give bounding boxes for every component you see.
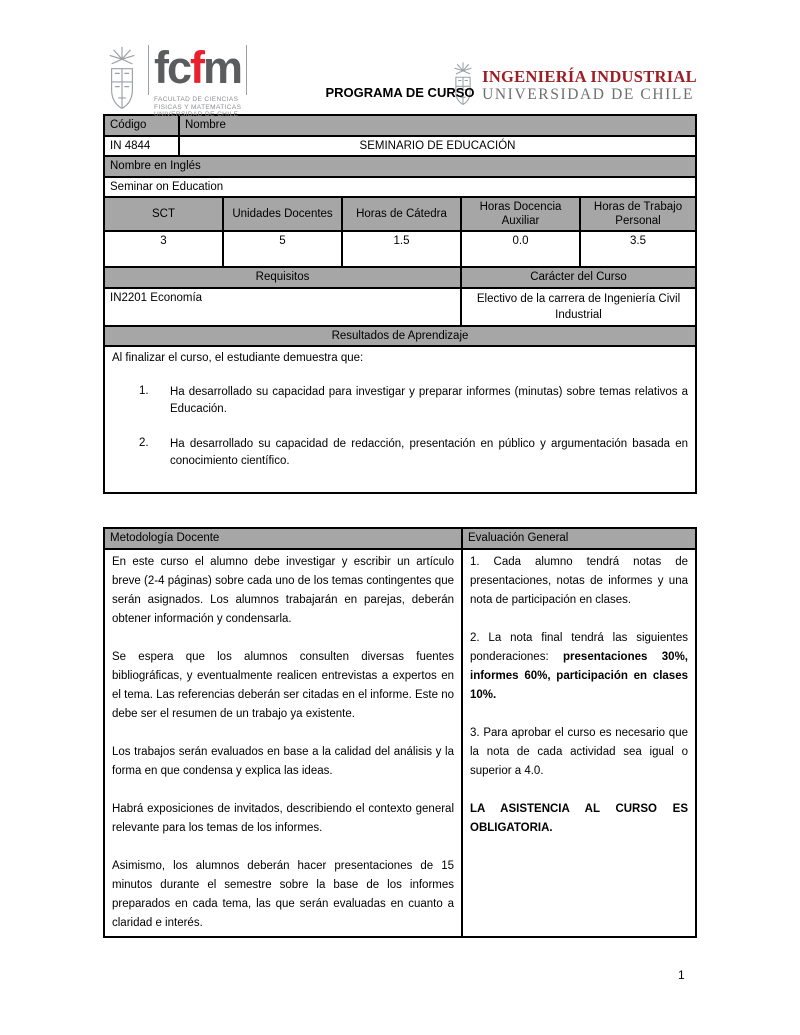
- evaluacion-header-cell: Evaluación General: [462, 528, 696, 549]
- unidades-docentes-value-cell: 5: [223, 231, 342, 267]
- fcfm-logo: [103, 42, 247, 119]
- list-item: [139, 436, 688, 470]
- horas-docencia-value-cell: 0.0: [461, 231, 580, 267]
- horas-catedra-value-cell: 1.5: [342, 231, 461, 267]
- horas-catedra-header-cell: Horas de Cátedra: [342, 197, 461, 231]
- resultados-content-cell: [104, 346, 696, 493]
- requisitos-header-cell: Requisitos: [104, 267, 461, 288]
- resultados-header-cell: Resultados de Aprendizaje: [104, 326, 696, 347]
- horas-trabajo-value-cell: 3.5: [580, 231, 696, 267]
- list-item-text: Ha desarrollado su capacidad para investigar y preparar informes (minutas) sobre temas relativos a Educación.: [170, 385, 688, 415]
- course-hours-table: [103, 196, 697, 327]
- methodology-evaluation-table: [103, 527, 697, 938]
- ingenieria-industrial-logo: [450, 61, 697, 109]
- nombre-value-cell: SEMINARIO DE EDUCACIÓN: [179, 136, 696, 157]
- metodologia-paragraph: Los trabajos serán evaluados en base a la calidad del análisis y la forma en que condensa y explica las ideas.: [112, 745, 454, 777]
- attendance-notice: LA ASISTENCIA AL CURSO ES OBLIGATORIA.: [470, 802, 688, 834]
- requisitos-value-cell: IN2201 Economía: [104, 288, 461, 326]
- fcfm-wordmark: [148, 42, 247, 95]
- metodologia-paragraph: Habrá exposiciones de invitados, describiendo el contexto general relevante para los temas de los informes.: [112, 802, 454, 834]
- ingenieria-industrial-title: INGENIERÍA INDUSTRIAL: [482, 66, 697, 86]
- list-item-text: Ha desarrollado su capacidad de redacción, presentación en público y argumentación basada en conocimiento científico.: [170, 437, 688, 467]
- fcfm-wordmark-gray1: fc: [154, 42, 191, 93]
- uchile-crest-icon: [103, 45, 141, 115]
- fcfm-wordmark-red-f: f: [190, 42, 204, 93]
- resultados-intro: Al finalizar el curso, el estudiante demuestra que:: [112, 352, 364, 364]
- document-content: [103, 0, 697, 938]
- fcfm-wordmark-block: [148, 42, 247, 119]
- fcfm-caption-line: UNIVERSIDAD DE CHILE: [154, 111, 239, 118]
- metodologia-paragraph: Asimismo, los alumnos deberán hacer presentaciones de 15 minutos durante el semestre sobre la base de los informes preparados en cada tema, las que serán evaluadas en cuanto a claridad e interés.: [112, 859, 454, 929]
- list-item-number: 2.: [139, 436, 149, 449]
- evaluacion-paragraph: 1. Cada alumno tendrá notas de presentaciones, notas de informes y una nota de participación en clases.: [470, 555, 688, 606]
- evaluacion-paragraph: 3. Para aprobar el curso es necesario que la nota de cada actividad sea igual o superior a 4.0.: [470, 726, 688, 777]
- sct-value-cell: 3: [104, 231, 223, 267]
- list-item: [139, 384, 688, 418]
- evaluacion-paragraph: [470, 629, 688, 705]
- universidad-de-chile-subtitle: UNIVERSIDAD DE CHILE: [482, 85, 695, 103]
- evaluacion-content-cell: [462, 549, 696, 937]
- horas-trabajo-header-cell: Horas de Trabajo Personal: [580, 197, 696, 231]
- metodologia-content-cell: [104, 549, 462, 937]
- learning-outcomes-table: [103, 325, 697, 494]
- list-item-number: 1.: [139, 384, 149, 397]
- nombre-header-cell: Nombre: [179, 115, 696, 136]
- metodologia-paragraph: En este curso el alumno debe investigar y escribir un artículo breve (2-4 páginas) sobre cada uno de los temas contingentes que serán asignados. Los alumnos trabajarán en parejas, deberán obtener información y condensarla.: [112, 555, 454, 625]
- nombre-ingles-header-cell: Nombre en Inglés: [104, 156, 696, 177]
- codigo-header-cell: Código: [104, 115, 179, 136]
- horas-docencia-header-cell: Horas Docencia Auxiliar: [461, 197, 580, 231]
- evaluacion-paragraph-text: 2. La nota final tendrá las siguientes ponderaciones:: [470, 631, 688, 663]
- nombre-ingles-value-cell: Seminar on Education: [104, 177, 696, 198]
- codigo-value-cell: IN 4844: [104, 136, 179, 157]
- evaluacion-weights-bold-text: presentaciones 30%, informes 60%, participación en clases 10%.: [470, 650, 688, 701]
- caracter-header-cell: Carácter del Curso: [461, 267, 696, 288]
- page-number: 1: [678, 968, 685, 982]
- sct-header-cell: SCT: [104, 197, 223, 231]
- fcfm-caption-line: FACULTAD DE CIENCIAS: [154, 96, 239, 103]
- course-id-table: [103, 114, 697, 198]
- metodologia-header-cell: Metodología Docente: [104, 528, 462, 549]
- metodologia-paragraph: Se espera que los alumnos consulten diversas fuentes bibliográficas, y eventualmente realicen entrevistas a expertos en el tema. Las referencias deberán ser citadas en el informe. Este no debe ser el resumen de un trabajo ya existente.: [112, 650, 454, 720]
- caracter-value-cell: Electivo de la carrera de Ingeniería Civil Industrial: [461, 288, 696, 326]
- fcfm-caption-line: FISICAS Y MATEMATICAS: [154, 103, 242, 111]
- page-title: PROGRAMA DE CURSO: [325, 85, 475, 100]
- unidades-docentes-header-cell: Unidades Docentes: [223, 197, 342, 231]
- fcfm-caption: [148, 96, 247, 119]
- fcfm-wordmark-gray2: m: [203, 42, 242, 93]
- ingenieria-industrial-text: [482, 68, 697, 103]
